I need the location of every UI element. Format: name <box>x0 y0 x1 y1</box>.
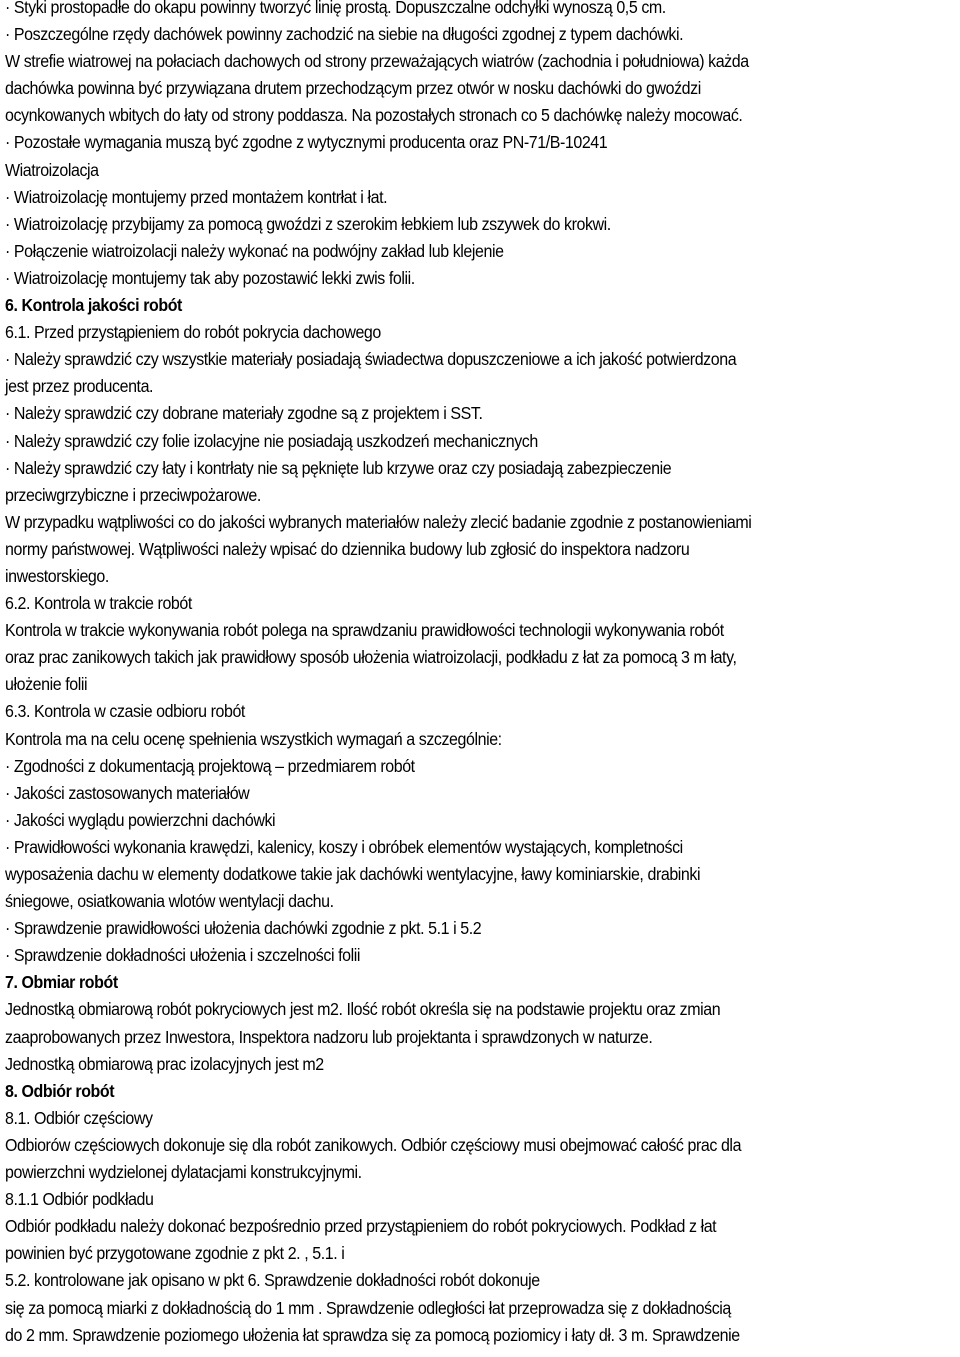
bullet-text-line: · Jakości wyglądu powierzchni dachówki <box>5 809 276 830</box>
subsection-heading: 8.1. Odbiór częściowy <box>5 1107 153 1128</box>
bullet-text-line: · Prawidłowości wykonania krawędzi, kalenicy, koszy i obróbek elementów wystających, kompletności <box>5 836 683 857</box>
subsection-heading: 6.2. Kontrola w trakcie robót <box>5 593 192 614</box>
bullet-text-line: · Należy sprawdzić czy folie izolacyjne nie posiadają uszkodzeń mechanicznych <box>5 430 538 451</box>
subsection-heading: Wiatroizolacja <box>5 159 99 180</box>
paragraph-line: ocynkowanych wbitych do łaty od strony poddasza. Na pozostałych stronach co 5 dachówkę należy mocować. <box>5 105 743 126</box>
bullet-text-line: · Należy sprawdzić czy dobrane materiały zgodne są z projektem i SST. <box>5 403 483 424</box>
paragraph-line: Jednostką obmiarową prac izolacyjnych jest m2 <box>5 1053 324 1074</box>
section-heading: 6. Kontrola jakości robót <box>5 295 182 316</box>
paragraph-line: inwestorskiego. <box>5 565 109 586</box>
bullet-text-line: · Poszczególne rzędy dachówek powinny zachodzić na siebie na długości zgodnej z typem dachówki. <box>5 24 684 45</box>
paragraph-line: Kontrola ma na celu ocenę spełnienia wszystkich wymagań a szczególnie: <box>5 728 502 749</box>
bullet-text-line: · Pozostałe wymagania muszą być zgodne z wytycznymi producenta oraz PN-71/B-10241 <box>5 132 608 153</box>
section-heading: 7. Obmiar robót <box>5 972 118 993</box>
paragraph-line: Jednostką obmiarową robót pokryciowych jest m2. Ilość robót określa się na podstawie projektu oraz zmian <box>5 999 721 1020</box>
bullet-text-line: · Zgodności z dokumentacją projektową – przedmiarem robót <box>5 755 415 776</box>
paragraph-line: ułożenie folii <box>5 674 88 695</box>
bullet-text-line: · Należy sprawdzić czy wszystkie materiały posiadają świadectwa dopuszczeniowe a ich jakość potwierdzona <box>5 349 737 370</box>
paragraph-line: normy państwowej. Wątpliwości należy wpisać do dziennika budowy lub zgłosić do inspektora nadzoru <box>5 538 690 559</box>
bullet-text-line: · Sprawdzenie dokładności ułożenia i szczelności folii <box>5 945 361 966</box>
paragraph-line: wyposażenia dachu w elementy dodatkowe takie jak dachówki wentylacyjne, ławy kominiarskie, drabinki <box>5 864 701 884</box>
bullet-text-line: · Jakości zastosowanych materiałów <box>5 782 250 803</box>
paragraph-line: się za pomocą miarki z dokładnością do 1 mm . Sprawdzenie odległości łat przeprowadza się z dokładnością <box>5 1297 731 1318</box>
paragraph-line: śniegowe, osiatkowania wlotów wentylacji dachu. <box>5 891 334 912</box>
paragraph-line: powinien być przygotowane zgodnie z pkt 2. , 5.1. i <box>5 1243 345 1264</box>
paragraph-line: zaaprobowanych przez Inwestora, Inspektora nadzoru lub projektanta i sprawdzonych w naturze. <box>5 1026 653 1047</box>
bullet-text-line: · Wiatroizolację montujemy tak aby pozostawić lekki zwis folii. <box>5 267 415 288</box>
paragraph-line: oraz prac zanikowych takich jak prawidłowy sposób ułożenia wiatroizolacji, podkładu z łat za pomocą 3 m łaty, <box>5 647 737 668</box>
bullet-text-line: · Wiatroizolację przybijamy za pomocą gwoździ z szerokim łebkiem lub zszywek do krokwi. <box>5 213 611 234</box>
section-heading: 8. Odbiór robót <box>5 1080 115 1101</box>
paragraph-line: powierzchni wydzielonej dylatacjami konstrukcyjnymi. <box>5 1162 362 1183</box>
paragraph-line: jest przez producenta. <box>5 376 154 397</box>
paragraph-line: Odbiorów częściowych dokonuje się dla robót zanikowych. Odbiór częściowy musi obejmować całość prac dla <box>5 1134 742 1155</box>
paragraph-line: dachówka powinna być przywiązana drutem przechodzącym przez otwór w nosku dachówki do gwoździ <box>5 78 701 99</box>
paragraph-line: W przypadku wątpliwości co do jakości wybranych materiałów należy zlecić badanie zgodnie z postanowieniami <box>5 511 752 532</box>
bullet-text-line: · Należy sprawdzić czy łaty i kontrłaty nie są pęknięte lub krzywe oraz czy posiadają zabezpieczenie <box>5 457 672 478</box>
bullet-text-line: · Sprawdzenie prawidłowości ułożenia dachówki zgodnie z pkt. 5.1 i 5.2 <box>5 918 482 939</box>
paragraph-line: W strefie wiatrowej na połaciach dachowych od strony przeważających wiatrów (zachodnia i południowa) każda <box>5 51 749 72</box>
bullet-text-line: · Połączenie wiatroizolacji należy wykonać na podwójny zakład lub klejenie <box>5 240 504 261</box>
paragraph-line: 5.2. kontrolowane jak opisano w pkt 6. Sprawdzenie dokładności robót dokonuje <box>5 1270 540 1291</box>
paragraph-line: do 2 mm. Sprawdzenie poziomego ułożenia łat sprawdza się za pomocą poziomicy i łaty dł. 3 m. Sprawdzenie <box>5 1324 740 1345</box>
paragraph-line: przeciwgrzybiczne i przeciwpożarowe. <box>5 484 261 505</box>
paragraph-line: Odbiór podkładu należy dokonać bezpośrednio przed przystąpieniem do robót pokryciowych. Podkład z łat <box>5 1216 717 1237</box>
bullet-text-line: · Wiatroizolację montujemy przed montażem kontrłat i łat. <box>5 186 388 207</box>
subsection-heading: 6.3. Kontrola w czasie odbioru robót <box>5 701 245 722</box>
paragraph-line: Kontrola w trakcie wykonywania robót polega na sprawdzaniu prawidłowości technologii wykonywania robót <box>5 620 724 641</box>
subsection-heading: 6.1. Przed przystąpieniem do robót pokrycia dachowego <box>5 322 381 343</box>
subsection-heading: 8.1.1 Odbiór podkładu <box>5 1189 154 1210</box>
bullet-text-line: · Styki prostopadłe do okapu powinny tworzyć linię prostą. Dopuszczalne odchyłki wynoszą 0,5 cm. <box>5 0 666 17</box>
